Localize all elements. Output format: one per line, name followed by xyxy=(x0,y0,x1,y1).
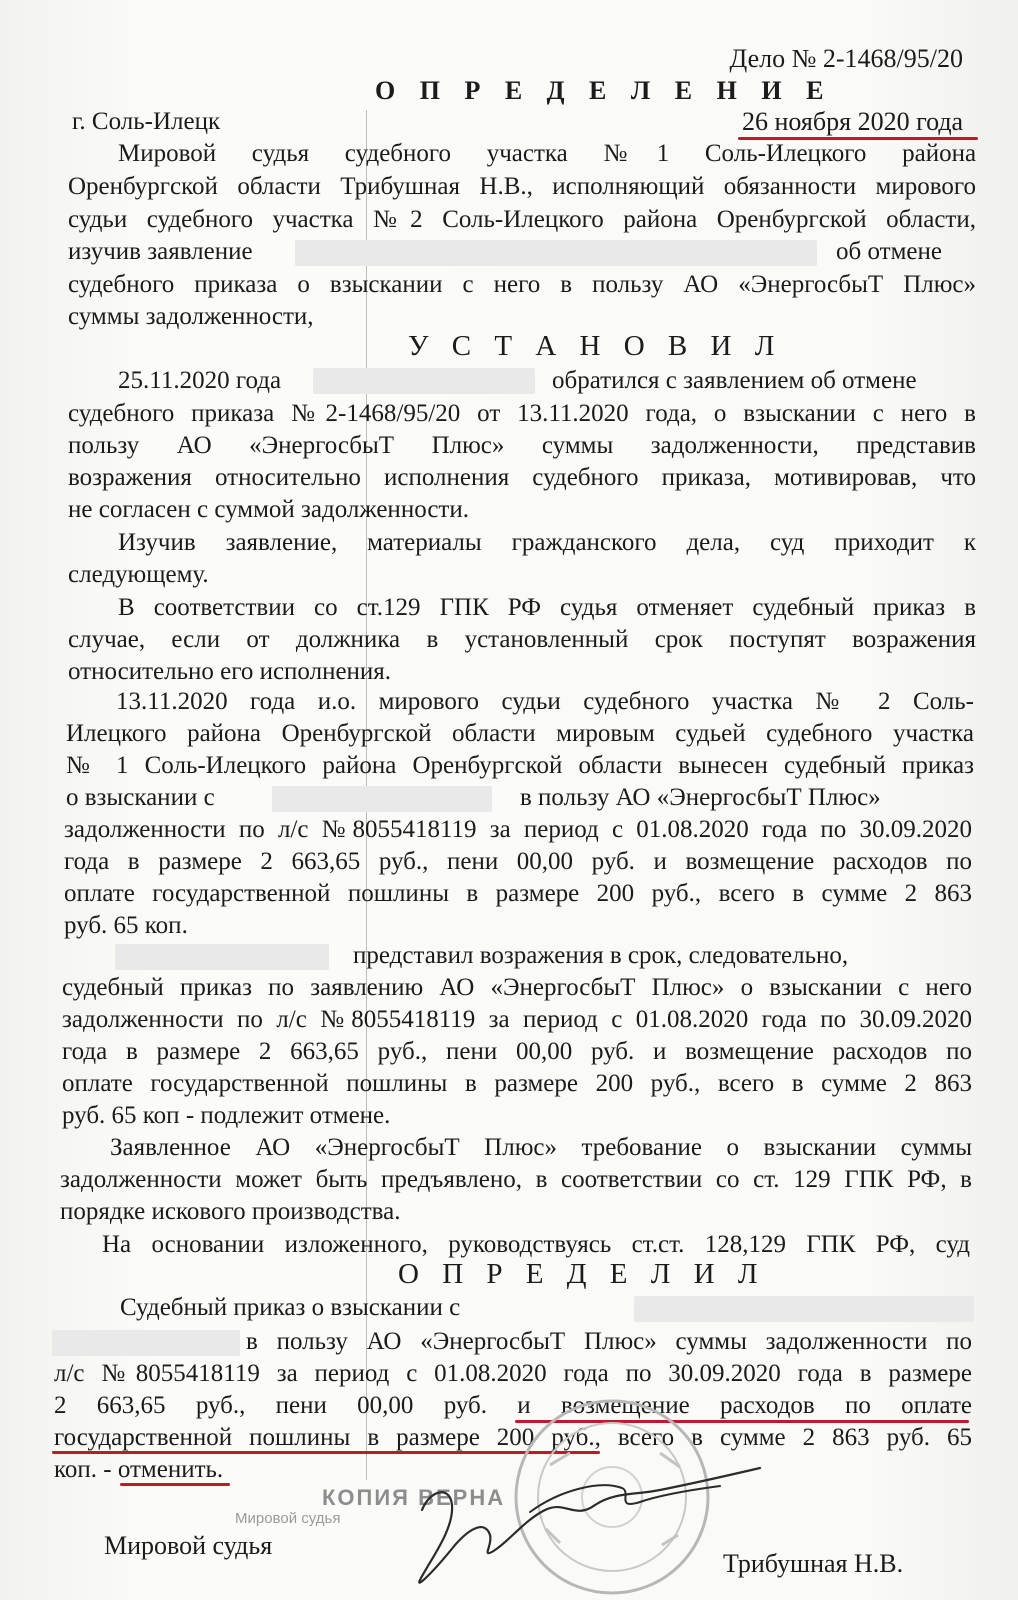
opredelil-line-5: государственной пошлины в размере 200 руб., всего в сумме 2 863 руб. 65 xyxy=(54,1424,972,1451)
signature-icon xyxy=(360,1450,780,1600)
document-title: О П Р Е Д Е Л Е Н И Е xyxy=(375,76,833,105)
case-number: Дело № 2-1468/95/20 xyxy=(729,44,963,73)
copy-verified-stamp: КОПИЯ ВЕРНА xyxy=(322,1485,506,1510)
redacted-name xyxy=(272,786,492,812)
p4-line-4-left: о взыскании с xyxy=(66,784,215,811)
p6-line-2: задолженности может быть предъявлено, в соответствии со ст. 129 ГПК РФ, в xyxy=(60,1166,972,1193)
p3-line-2: случае, если от должника в установленный срок поступят возражения xyxy=(68,626,976,653)
p2-line-2: следующему. xyxy=(68,561,209,588)
p4-line-5: задолженности по л/с №8055418119 за период с 01.08.2020 года по 30.09.2020 xyxy=(64,816,972,843)
p4-line-1: 13.11.2020 года и.о. мирового судьи судебного участка № 2 Соль- xyxy=(116,688,974,715)
p4-line-4-right: в пользу АО «ЭнергосбыТ Плюс» xyxy=(520,784,881,811)
opredelil-heading: О П Р Е Д Е Л И Л xyxy=(398,1258,766,1290)
p1-line-5: не согласен с суммой задолженности. xyxy=(68,496,469,523)
p4-line-6: года в размере 2 663,65 руб., пени 00,00 руб. и возмещение расходов по xyxy=(64,848,972,875)
redacted-name xyxy=(313,368,535,394)
opredelil-line-1-left: Судебный приказ о взыскании с xyxy=(120,1294,461,1321)
p4-line-7: оплате государственной пошлины в размере 200 руб., всего в сумме 2 863 xyxy=(64,880,972,907)
document-date: 26 ноября 2020 года xyxy=(742,107,964,136)
p1-line-4: возражения относительно исполнения судебного приказа, мотивировав, что xyxy=(68,464,976,491)
redacted-name xyxy=(295,240,817,266)
p3-line-3: относительно его исполнения. xyxy=(68,658,392,685)
p1-line-1-left: 25.11.2020 года xyxy=(118,367,282,394)
p5-line-6: руб. 65 коп - подлежит отмене. xyxy=(62,1102,391,1129)
city: г. Соль-Илецк xyxy=(72,108,221,135)
p4-line-8: руб. 65 коп. xyxy=(64,912,188,939)
opredelil-line-6: коп. - отменить. xyxy=(54,1456,224,1483)
judge-title: Мировой судья xyxy=(104,1531,273,1560)
intro-line-4-right: об отмене xyxy=(836,238,942,265)
opredelil-line-4: 2 663,65 руб., пени 00,00 руб. и возмещение расходов по оплате xyxy=(54,1392,972,1419)
p5-line-4: года в размере 2 663,65 руб., пени 00,00 руб. и возмещение расходов по xyxy=(62,1038,972,1065)
p5-line-5: оплате государственной пошлины в размере 200 руб., всего в сумме 2 863 xyxy=(62,1070,972,1097)
p5-line-2: судебный приказ по заявлению АО «ЭнергосбыТ Плюс» о взыскании с него xyxy=(62,974,972,1001)
p5-line-1-right: представил возражения в срок, следовательно, xyxy=(353,942,849,969)
intro-line-6: суммы задолженности, xyxy=(68,303,314,330)
opredelil-line-3: л/с №8055418119 за период с 01.08.2020 года по 30.09.2020 года в размере xyxy=(54,1360,972,1387)
p4-line-2: Илецкого района Оренбургской области мировым судьей судебного участка xyxy=(66,720,974,747)
redacted-name xyxy=(634,1296,974,1322)
p1-line-1-right: обратился с заявлением об отмене xyxy=(552,367,917,394)
p2-line-1: Изучив заявление, материалы гражданского дела, суд приходит к xyxy=(118,529,976,556)
judge-name: Трибушная Н.В. xyxy=(723,1549,904,1578)
intro-line-1: Мировой судья судебного участка №1 Соль-Илецкого района xyxy=(118,140,977,167)
p4-line-3: № 1 Соль-Илецкого района Оренбургской области вынесен судебный приказ xyxy=(66,752,974,779)
intro-line-2: Оренбургской области Трибушная Н.В., исполняющий обязанности мирового xyxy=(68,173,976,200)
ustanovil-heading: У С Т А Н О В И Л xyxy=(408,330,783,362)
p1-line-2: судебного приказа №2-1468/95/20 от 13.11.2020 года, о взыскании с него в xyxy=(68,400,976,427)
redacted-name xyxy=(52,1330,240,1356)
intro-line-4-left: изучив заявление xyxy=(68,238,253,265)
highlight-underline xyxy=(120,1483,230,1486)
p1-line-3: пользу АО «ЭнергосбыТ Плюс» суммы задолженности, представив xyxy=(68,432,976,459)
p5-line-3: задолженности по л/с №8055418119 за период с 01.08.2020 года по 30.09.2020 xyxy=(62,1006,972,1033)
opredelil-line-2-right: в пользу АО «ЭнергосбыТ Плюс» суммы задолженности по xyxy=(246,1328,972,1355)
intro-line-5: судебного приказа о взыскании с него в пользу АО «ЭнергосбыТ Плюс» xyxy=(68,271,976,298)
redacted-name xyxy=(115,944,329,970)
p7-line-1: На основании изложенного, руководствуясь ст.ст. 128,129 ГПК РФ, суд xyxy=(102,1231,970,1258)
stamp-subtext: Мировой судья xyxy=(235,1510,341,1527)
p6-line-1: Заявленное АО «ЭнергосбыТ Плюс» требование о взыскании суммы xyxy=(110,1134,972,1161)
intro-line-3: судьи судебного участка №2 Соль-Илецкого района Оренбургской области, xyxy=(68,206,976,233)
p6-line-3: порядке искового производства. xyxy=(60,1198,401,1225)
p3-line-1: В соответствии со ст.129 ГПК РФ судья отменяет судебный приказ в xyxy=(118,594,976,621)
